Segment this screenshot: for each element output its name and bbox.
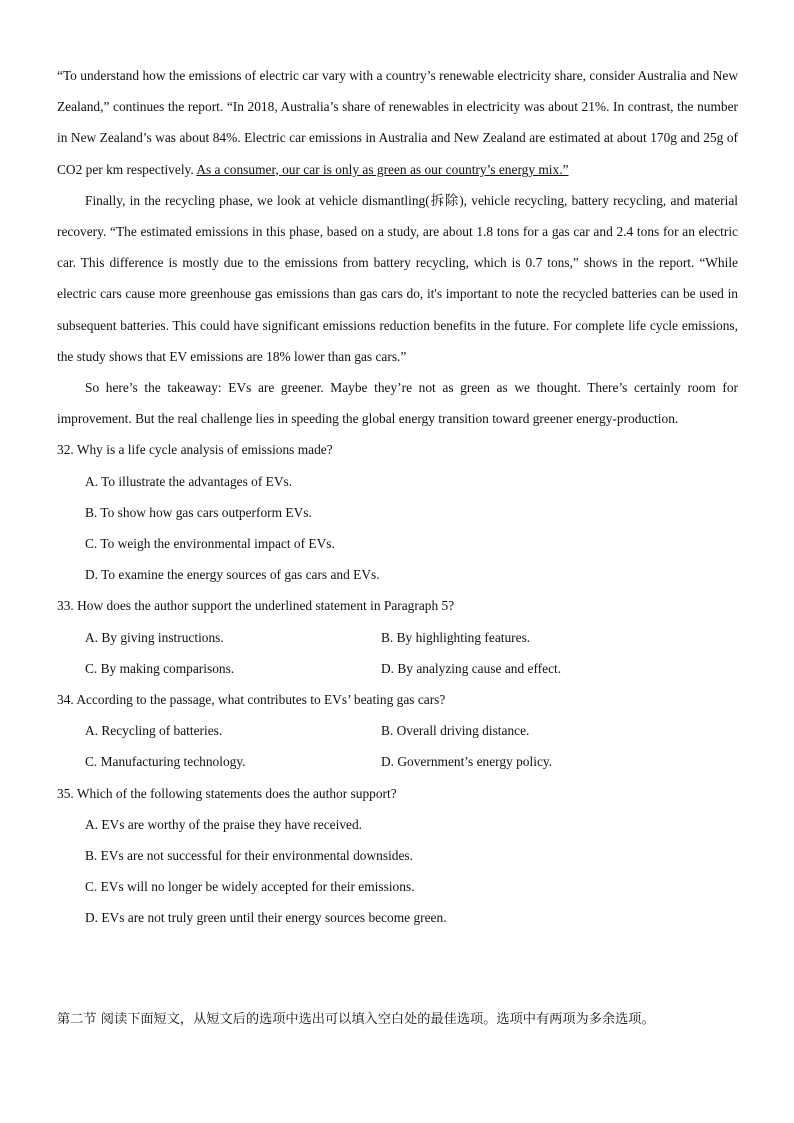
option-d: D. EVs are not truly green until their energy sources become green.	[85, 910, 447, 926]
option-b: B. EVs are not successful for their environmental downsides.	[85, 847, 413, 863]
question-stem: 33. How does the author support the underlined statement in Paragraph 5?	[57, 598, 455, 614]
option-c: C. EVs will no longer be widely accepted for their emissions.	[85, 879, 415, 895]
option-a: A. To illustrate the advantages of EVs.	[85, 473, 293, 489]
question-stem: 34. According to the passage, what contributes to EVs’ beating gas cars?	[57, 691, 446, 707]
question-stem: 32. Why is a life cycle analysis of emissions made?	[57, 442, 333, 458]
paragraph-5-text: “To understand how the emissions of electric car vary with a country’s renewable electricity share, consider Australia and New Zealand,” continues the report. “In 2018, Australia’s share of renewables in electricity was about 21%. In contrast, the number in New Zealand’s was about 84%. Electric car emissions in Australia and New Zealand are estimated at about 170g and 25g of CO2 per km respectively.	[57, 68, 738, 177]
options-row	[57, 715, 738, 746]
option-b: B. By highlighting features.	[381, 629, 531, 645]
underlined-statement: As a consumer, our car is only as green as our country’s energy mix.”	[196, 161, 569, 177]
options-row	[57, 653, 738, 684]
option-b: B. Overall driving distance.	[381, 723, 530, 739]
document-page	[57, 60, 738, 933]
option-d: D. Government’s energy policy.	[381, 754, 553, 770]
options-row	[57, 622, 738, 653]
option-a: A. EVs are worthy of the praise they have received.	[85, 816, 362, 832]
option-c: C. Manufacturing technology.	[85, 754, 246, 770]
options-row	[57, 746, 738, 777]
option-a: A. By giving instructions.	[85, 629, 224, 645]
option-c: C. To weigh the environmental impact of EVs.	[85, 536, 335, 551]
question-33	[57, 590, 738, 684]
paragraph-6: Finally, in the recycling phase, we look at vehicle dismantling(拆除), vehicle recycling, battery recycling, and material recovery. “The estimated emissions in this phase, based on a study, are about 1.8 tons for a gas car and 2.4 tons for an electric car. This difference is mostly due to the emissions from battery recycling, which is 0.7 tons,” shows in the report. “While electric cars cause more greenhouse gas emissions than gas cars do, it's important to note the recycled batteries can be used in subsequent batteries. This could have significant emissions reduction benefits in the future. For complete life cycle emissions, the study shows that EV emissions are 18% lower than gas cars.”	[57, 192, 738, 364]
option-d: D. By analyzing cause and effect.	[381, 660, 562, 676]
question-32	[57, 434, 738, 590]
paragraph-5	[57, 60, 738, 185]
paragraph-7: So here’s the takeaway: EVs are greener. Maybe they’re not as green as we thought. There’s certainly room for improvement. But the real challenge lies in speeding the global energy transition toward greener energy-production.	[57, 380, 738, 427]
option-c: C. By making comparisons.	[85, 660, 235, 676]
option-a: A. Recycling of batteries.	[85, 723, 223, 739]
section-heading: 第二节 阅读下面短文，从短文后的选项中选出可以填入空白处的最佳选项。选项中有两项为多余选项。	[57, 1012, 655, 1027]
option-d: D. To examine the energy sources of gas cars and EVs.	[85, 567, 380, 583]
question-35	[57, 778, 738, 934]
question-34	[57, 684, 738, 778]
option-b: B. To show how gas cars outperform EVs.	[85, 504, 312, 520]
question-stem: 35. Which of the following statements does the author support?	[57, 785, 397, 801]
